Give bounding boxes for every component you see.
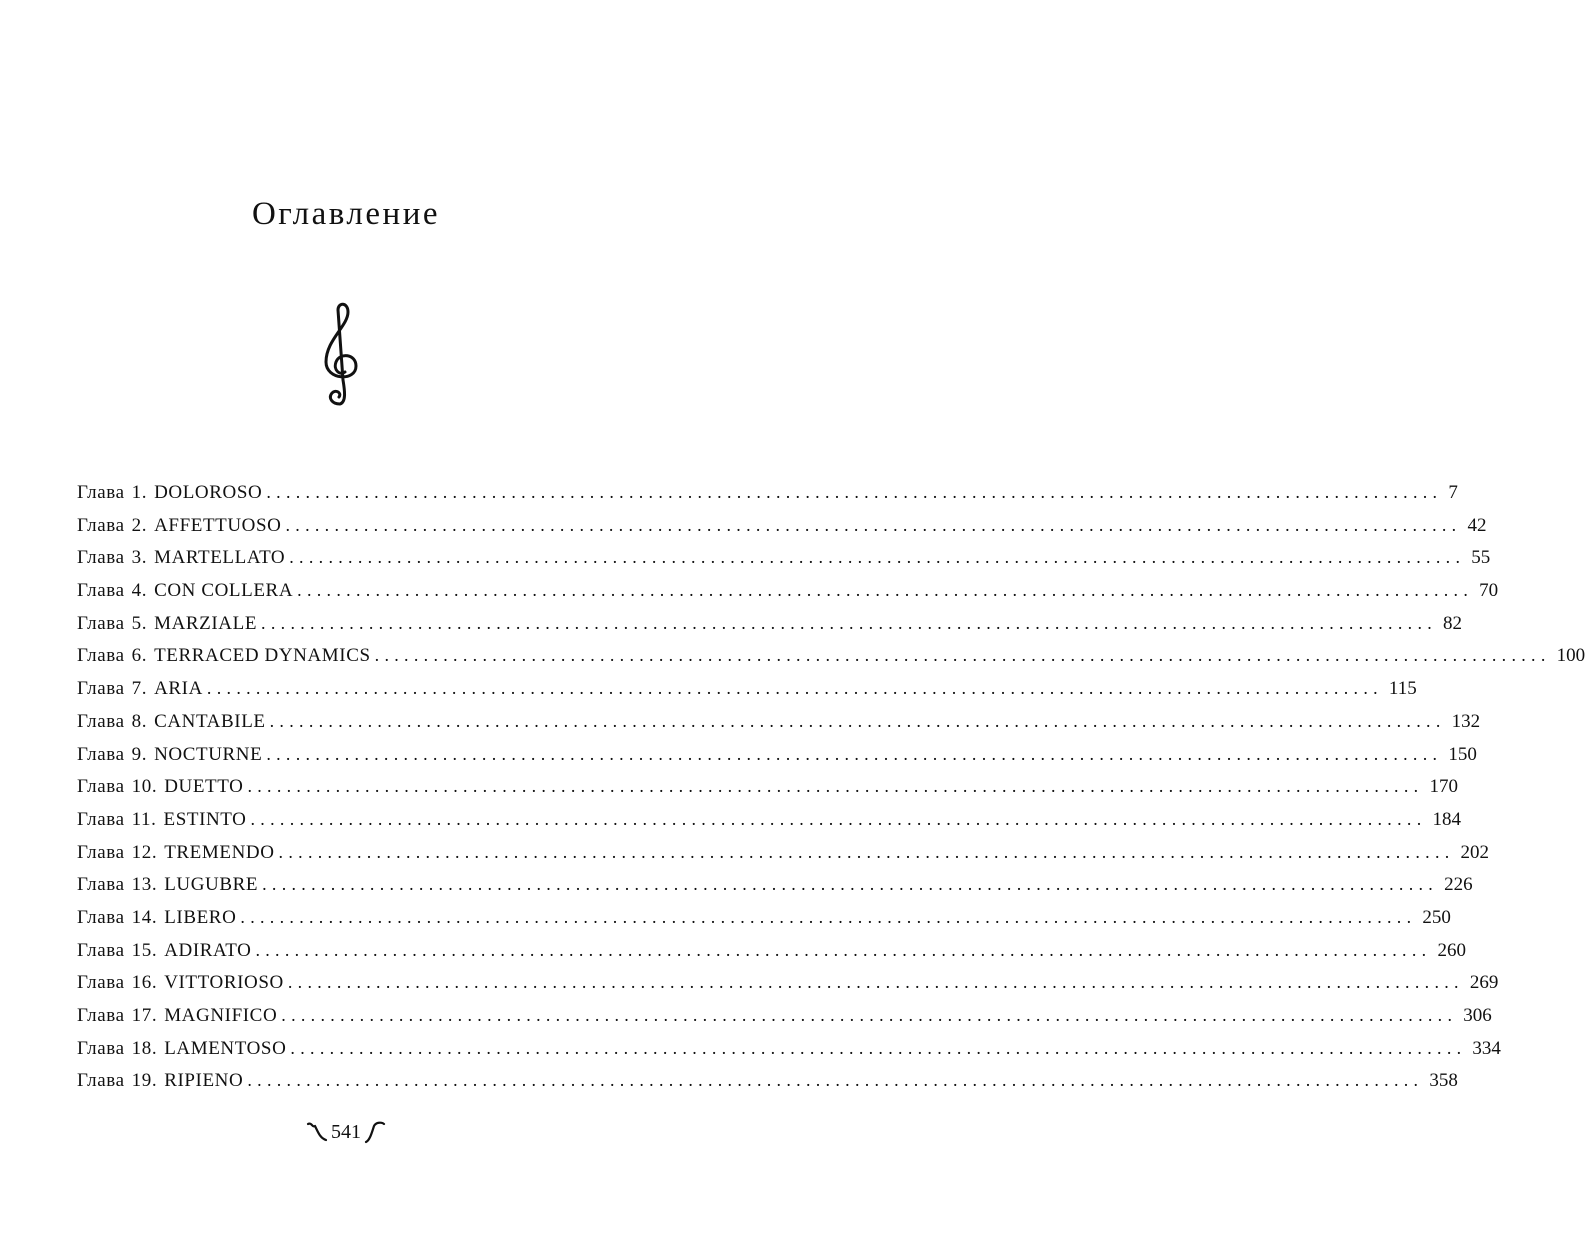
toc-entry [77,482,1458,515]
toc-chapter-number: 17. [131,1005,158,1026]
toc-chapter-label: Глава [77,482,125,503]
toc-chapter-label: Глава [77,678,125,700]
toc-chapter-number: 6. [131,645,148,667]
toc-page-number: 132 [1451,710,1481,732]
right-swash-icon [364,1120,386,1144]
toc-chapter-number: 10. [131,776,158,798]
toc-entry [77,710,1481,744]
toc-chapter-number: 4. [131,580,148,602]
toc-entry [77,841,1490,875]
toc-page-number: 334 [1472,1037,1501,1059]
toc-chapter-title: VITTORIOSO [164,972,284,994]
toc-chapter-heading [77,711,266,733]
toc-leader-dots: ........................................................................................................................ [297,580,1474,601]
toc-chapter-heading [77,678,203,700]
toc-chapter-number: 16. [131,972,158,994]
toc-chapter-title: DOLOROSO [154,482,263,503]
toc-page-number: 269 [1469,972,1499,994]
toc-chapter-number: 11. [131,808,157,830]
toc-chapter-number: 1. [131,482,148,503]
toc-page-number: 100 [1556,645,1585,667]
toc-entry [77,1037,1501,1071]
toc-page-number: 150 [1448,743,1477,765]
toc-leader-dots: ........................................................................................................................ [266,482,1443,502]
toc-chapter-label: Глава [77,1070,125,1092]
toc-chapter-title: MARZIALE [154,612,258,634]
toc-chapter-heading [77,842,275,864]
toc-chapter-number: 14. [131,906,158,928]
toc-chapter-heading [77,809,247,831]
toc-chapter-label: Глава [77,612,125,634]
toc-page-number: 202 [1460,841,1490,863]
toc-chapter-label: Глава [77,808,125,830]
toc-chapter-number: 2. [131,514,148,536]
toc-entry [77,776,1458,809]
toc-chapter-heading [77,1070,243,1092]
toc-leader-dots: ........................................................................................................................ [289,547,1466,568]
toc-chapter-heading [77,547,285,569]
toc-chapter-number: 3. [131,547,148,569]
toc-leader-dots: ........................................................................................................................ [250,808,1427,829]
toc-chapter-heading [77,515,281,537]
toc-chapter-title: CANTABILE [154,710,266,732]
toc-chapter-label: Глава [77,906,125,928]
toc-chapter-number: 13. [131,874,158,896]
toc-chapter-number: 12. [131,841,158,863]
toc-entry [77,808,1461,842]
toc-page-number: 358 [1429,1070,1458,1092]
toc-page-number: 55 [1471,547,1491,569]
toc-chapter-heading [77,776,243,798]
toc-chapter-label: Глава [77,645,125,667]
left-swash-icon [306,1120,328,1144]
toc-entry [77,972,1499,1005]
toc-chapter-number: 15. [131,939,158,961]
toc-chapter-heading [77,613,257,635]
toc-chapter-label: Глава [77,514,125,536]
toc-leader-dots: ........................................................................................................................ [206,678,1383,699]
toc-chapter-label: Глава [77,580,125,602]
toc-chapter-heading [77,972,284,994]
toc-leader-dots: ........................................................................................................................ [261,612,1438,633]
toc-leader-dots: ........................................................................................................................ [290,1037,1467,1058]
toc-entry [77,939,1466,973]
toc-entry [77,612,1463,646]
toc-leader-dots: ........................................................................................................................ [247,1070,1424,1091]
toc-leader-dots: ........................................................................................................................ [278,841,1455,862]
toc-entry [77,678,1417,711]
toc-chapter-title: TERRACED DYNAMICS [154,645,371,667]
toc-entry [77,547,1491,580]
toc-chapter-heading [77,940,251,962]
toc-chapter-title: ADIRATO [164,939,252,961]
toc-chapter-title: MAGNIFICO [164,1005,278,1026]
toc-chapter-label: Глава [77,1037,125,1059]
toc-chapter-label: Глава [77,710,125,732]
toc-chapter-title: LUGUBRE [164,874,259,896]
toc-chapter-title: NOCTURNE [154,743,263,765]
toc-page-number: 70 [1479,580,1499,602]
toc-page-number: 306 [1463,1005,1492,1026]
toc-chapter-title: TREMENDO [164,841,275,863]
toc-leader-dots: ........................................................................................................................ [240,906,1417,927]
toc-entry [77,580,1499,613]
toc-entry [77,906,1451,940]
toc-chapter-title: DUETTO [164,776,244,798]
page-number: 541 [331,1120,361,1143]
table-of-contents [77,482,1585,1103]
toc-entry [77,1070,1458,1103]
toc-chapter-number: 8. [131,710,148,732]
toc-leader-dots: ........................................................................................................................ [374,645,1551,666]
toc-leader-dots: ........................................................................................................................ [285,514,1462,535]
toc-chapter-label: Глава [77,972,125,994]
toc-leader-dots: ........................................................................................................................ [262,874,1439,895]
toc-leader-dots: ........................................................................................................................ [255,939,1432,960]
toc-leader-dots: ........................................................................................................................ [281,1005,1458,1025]
toc-chapter-label: Глава [77,841,125,863]
toc-chapter-heading [77,645,371,667]
toc-chapter-number: 18. [131,1037,158,1059]
toc-chapter-label: Глава [77,547,125,569]
toc-chapter-label: Глава [77,939,125,961]
toc-chapter-title: AFFETTUOSO [154,514,282,536]
toc-chapter-heading [77,1005,277,1027]
toc-chapter-label: Глава [77,874,125,896]
toc-page-number: 82 [1443,612,1463,634]
toc-leader-dots: ........................................................................................................................ [266,743,1443,764]
toc-chapter-number: 19. [131,1070,158,1092]
toc-chapter-heading [77,1038,286,1060]
toc-chapter-heading [77,580,293,602]
toc-page-number: 260 [1437,939,1466,961]
toc-leader-dots: ........................................................................................................................ [247,776,1424,797]
toc-leader-dots: ........................................................................................................................ [269,710,1446,731]
toc-entry [77,874,1473,907]
toc-chapter-label: Глава [77,1005,125,1026]
toc-entry [77,514,1487,548]
toc-chapter-title: ESTINTO [163,808,247,830]
toc-chapter-heading [77,482,262,504]
toc-chapter-number: 9. [131,743,148,765]
toc-page-number: 42 [1467,514,1487,536]
toc-chapter-title: CON COLLERA [154,580,294,602]
toc-chapter-title: LAMENTOSO [164,1037,287,1059]
toc-chapter-number: 5. [131,612,148,634]
toc-page-number: 250 [1422,906,1451,928]
toc-chapter-number: 7. [131,678,148,700]
toc-chapter-title: RIPIENO [164,1070,244,1092]
toc-chapter-title: MARTELLATO [154,547,286,569]
page-title: Оглавление [251,196,441,232]
toc-chapter-heading [77,907,236,929]
toc-chapter-heading [77,874,258,896]
toc-chapter-heading [77,744,262,766]
toc-page-number: 226 [1444,874,1473,896]
toc-page-number: 115 [1388,678,1417,700]
treble-clef-icon [318,300,364,408]
toc-chapter-title: LIBERO [164,906,237,928]
toc-page-number: 170 [1429,776,1458,798]
toc-chapter-label: Глава [77,776,125,798]
toc-leader-dots: ........................................................................................................................ [287,972,1464,993]
toc-entry [77,743,1477,777]
toc-entry [77,1005,1492,1038]
page-footer [0,1120,692,1144]
toc-entry [77,645,1585,678]
toc-chapter-title: ARIA [154,678,203,700]
toc-page-number: 7 [1448,482,1458,503]
toc-page-number: 184 [1432,808,1461,830]
toc-chapter-label: Глава [77,743,125,765]
